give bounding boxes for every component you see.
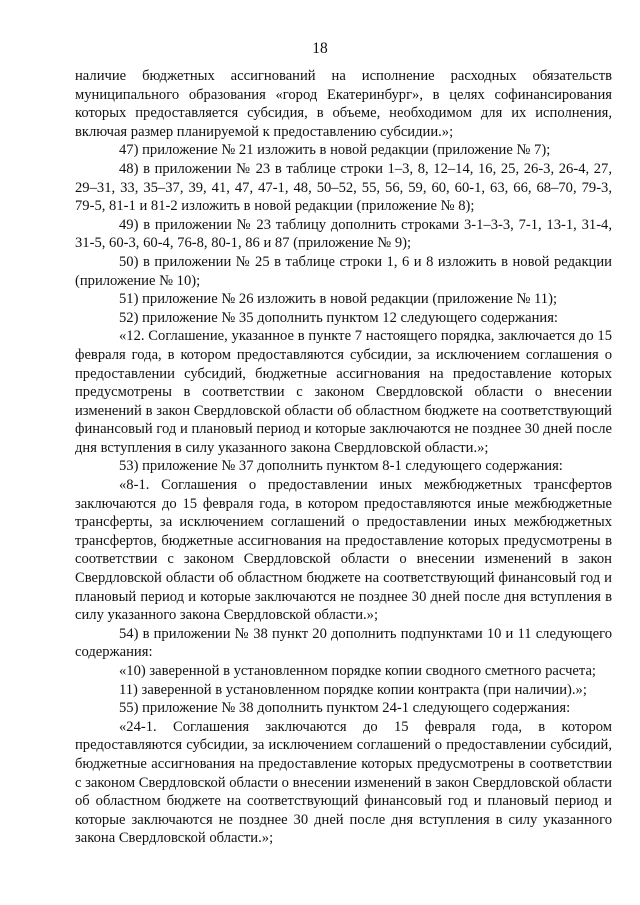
paragraph-quote-8-1: «8-1. Соглашения о предоставлении иных межбюджетных трансфертов заключаются до 15 февраля года, в котором предоставляются иные межбюджетные трансферты, за исключением соглашений о предоставлении иных межбюджетных трансфертов, бюджетные ассигнования на предоставление которых предусмотрены в соответствии с законом Свердловской области о внесении изменений в закон Свердловской области об областном бюджете на соответствующий финансовый год и плановый период и которые заключаются не позднее 30 дней после дня вступления в силу указанного закона Свердловской области.»; [75,477,612,624]
paragraph-item-50: 50) в приложении № 25 в таблице строки 1, 6 и 8 изложить в новой редакции (приложение № 10); [75,253,612,289]
paragraph-item-54: 54) в приложении № 38 пункт 20 дополнить подпунктами 10 и 11 следующего содержания: [75,625,612,661]
paragraph-item-53: 53) приложение № 37 дополнить пунктом 8-1 следующего содержания: [119,458,563,475]
paragraph-quote-24-1: «24-1. Соглашения заключаются до 15 февраля года, в котором предоставляются субсидии, за исключением соглашений о предоставлении субсидий, бюджетные ассигнования на предоставление которых предусмотрены в соответствии с законом Свердловской области о внесении изменений в закон Свердловской области об областном бюджете на соответствующий финансовый год и плановый период и которые заключаются не позднее 30 дней после дня вступления в силу указанного закона Свердловской области.»; [75,718,612,847]
page-number: 18 [312,40,328,57]
paragraph-item-47: 47) приложение № 21 изложить в новой редакции (приложение № 7); [119,142,551,159]
paragraph-item-48: 48) в приложении № 23 в таблице строки 1–3, 8, 12–14, 16, 25, 26-3, 26-4, 27, 29–31, 33, 35–37, 39, 41, 47, 47-1, 48, 50–52, 55, 56, 59, 60, 60-1, 63, 66, 68–70, 79-3, 79-5, 81-1 и 81-2 изложить в новой редакции (приложение № 8); [75,160,612,215]
paragraph-item-52: 52) приложение № 35 дополнить пунктом 12 следующего содержания: [119,309,558,326]
paragraph-item-55: 55) приложение № 38 дополнить пунктом 24-1 следующего содержания: [119,700,571,717]
document-body [75,67,612,848]
paragraph-subitem-11: 11) заверенной в установленном порядке копии контракта (при наличии).»; [119,681,587,698]
paragraph-item-49: 49) в приложении № 23 таблицу дополнить строками 3-1–3-3, 7-1, 13-1, 31-4, 31-5, 60-3, 60-4, 76-8, 80-1, 86 и 87 (приложение № 9); [75,216,612,252]
paragraph-item-51: 51) приложение № 26 изложить в новой редакции (приложение № 11); [119,291,558,308]
paragraph-continuation: наличие бюджетных ассигнований на исполнение расходных обязательств муниципального образования «город Екатеринбург», в целях софинансирования которых предоставляется субсидия, в объеме, необходимом для их исполнения, включая размер планируемой к предоставлению субсидии.»; [75,68,612,140]
paragraph-subitem-10: «10) заверенной в установленном порядке копии сводного сметного расчета; [119,663,596,679]
paragraph-quote-12: «12. Соглашение, указанное в пункте 7 настоящего порядка, заключается до 15 февраля года, в котором предоставляются субсидии, за исключением соглашения о предоставлении субсидий, бюджетные ассигнования на предоставление которых предусмотрены в соответствии с законом Свердловской области о внесении изменений в закон Свердловской области об областном бюджете на соответствующий финансовый год и плановый период и которые заключаются не позднее 30 дней после дня вступления в силу указанного закона Свердловской области.»; [75,328,612,456]
